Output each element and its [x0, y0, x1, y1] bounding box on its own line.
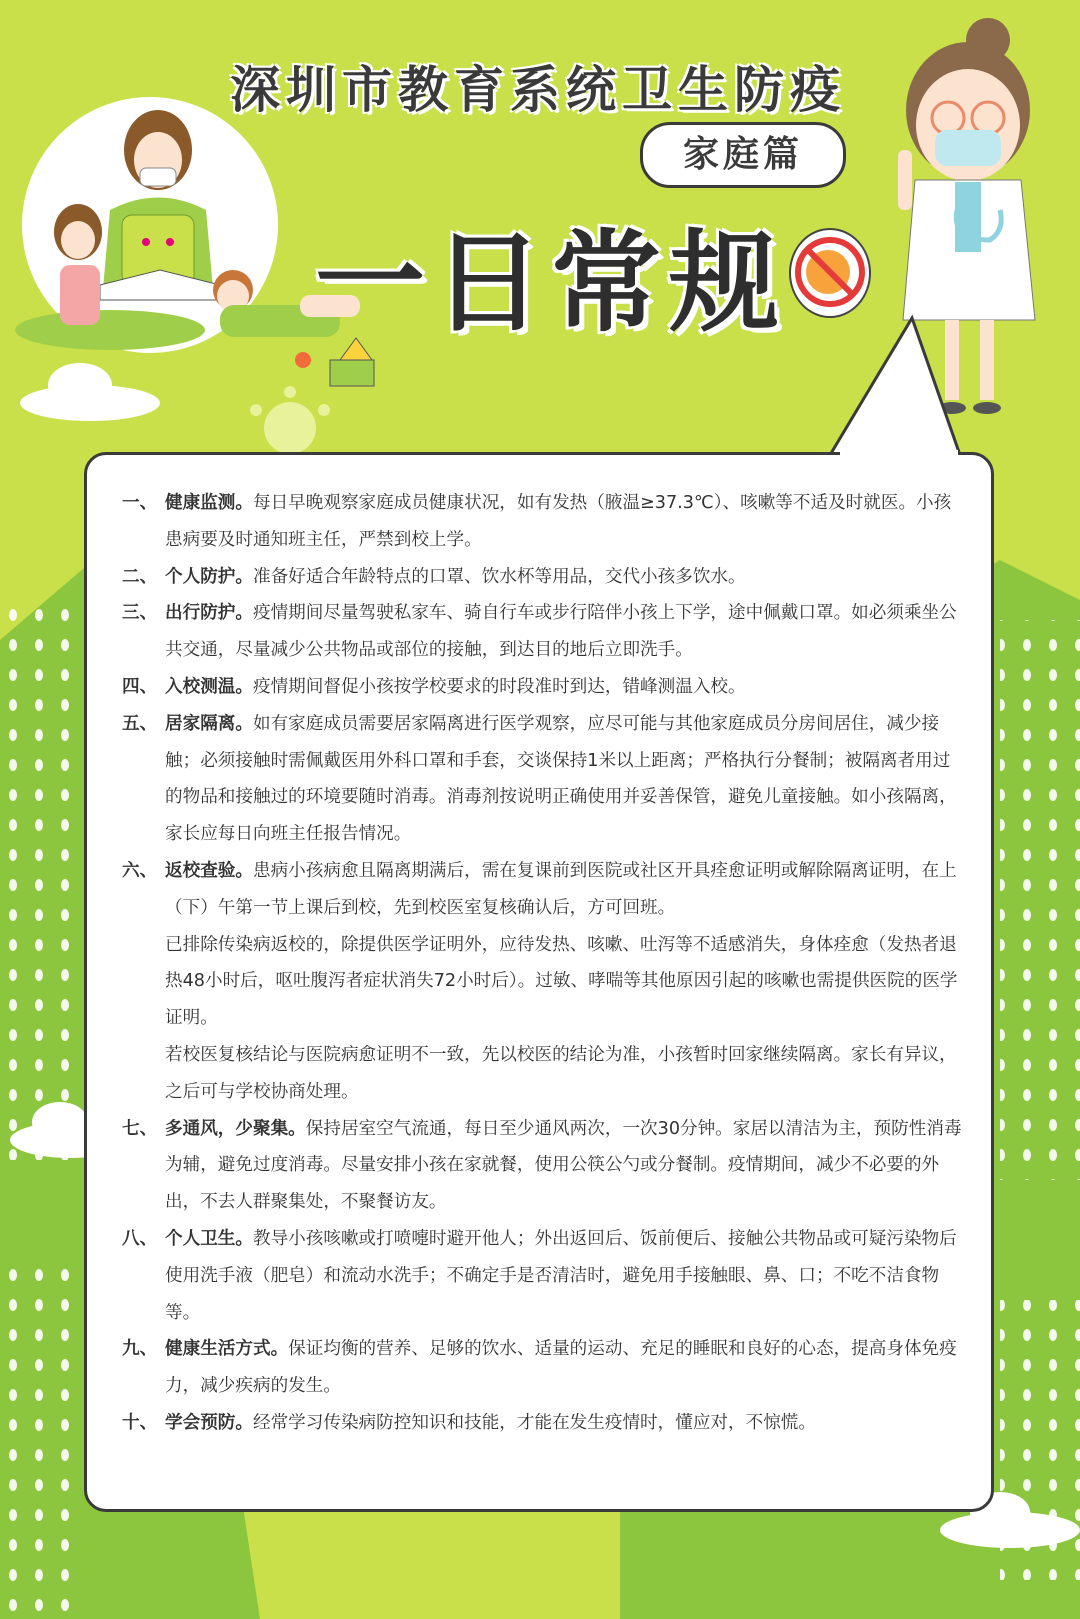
rule-heading: 居家隔离。: [165, 713, 253, 734]
rule-7: [122, 1111, 964, 1221]
rule-body: 疫情期间尽量驾驶私家车、骑自行车或步行陪伴小孩上下学，途中佩戴口罩。如必须乘坐公共交通，尽量减少公共物品或部位的接触，到达目的地后立即洗手。: [165, 603, 957, 661]
main-title: 一日常规: [315, 219, 787, 347]
rules-list: [122, 485, 964, 1442]
rule-heading: 健康监测。: [165, 493, 253, 513]
rule-heading: 返校查验。: [165, 860, 253, 881]
rule-heading: 个人卫生。: [165, 1228, 253, 1249]
rule-body: 保证均衡的营养、足够的饮水、适量的运动、充足的睡眠和良好的心态，提高身体免疫力，减少疾病的发生。: [165, 1339, 957, 1397]
rule-heading: 多通风，少聚集。: [165, 1118, 306, 1139]
rule-number: 一、: [122, 493, 158, 513]
rule-body: 患病小孩病愈且隔离期满后，需在复课前到医院或社区开具痊愈证明或解除隔离证明，在上（下）午第一节上课后到校，先到校医室复核确认后，方可回班。: [165, 860, 957, 918]
rule-4: [122, 669, 964, 706]
no-virus-icon: [790, 229, 870, 317]
rule-heading: 入校测温。: [165, 676, 253, 697]
dot-pattern-right: [1000, 620, 1080, 1180]
rule-heading: 个人防护。: [165, 566, 253, 587]
rule-heading: 出行防护。: [165, 603, 253, 624]
rule-body: 疫情期间督促小孩按学校要求的时段准时到达，错峰测温入校。: [252, 676, 746, 697]
rule-6-paragraph-2: 已排除传染病返校的，除提供医学证明外，应待发热、咳嗽、吐泻等不适感消失，身体痊愈（发热者退热48小时后，呕吐腹泻者症状消失72小时后）。过敏、哮喘等其他原因引起的咳嗽也需提供医院的医学证明。: [165, 934, 958, 1029]
rule-10: [122, 1405, 964, 1442]
rule-1: [122, 485, 964, 559]
rule-6-paragraph-3: 若校医复核结论与医院病愈证明不一致，先以校医的结论为准，小孩暂时回家继续隔离。家长有异议，之后可与学校协商处理。: [165, 1044, 957, 1102]
bubble-tail-cover: [840, 448, 970, 460]
rule-9: [122, 1331, 964, 1405]
header-title: 深圳市教育系统卫生防疫: [230, 61, 846, 119]
rule-2: [122, 559, 964, 596]
dot-pattern-left: [0, 600, 80, 1160]
rule-number: 五、: [122, 713, 158, 734]
rule-number: 七、: [122, 1118, 158, 1139]
rule-heading: 健康生活方式。: [165, 1339, 289, 1360]
rule-number: 三、: [122, 603, 158, 624]
rule-body: 教导小孩咳嗽或打喷嚏时避开他人；外出返回后、饭前便后、接触公共物品或可疑污染物后使用洗手液（肥皂）和流动水洗手；不确定手是否清洁时，避免用手接触眼、鼻、口；不吃不洁食物等。: [165, 1228, 957, 1323]
rule-6: [122, 853, 964, 927]
rule-body: 如有家庭成员需要居家隔离进行医学观察，应尽可能与其他家庭成员分房间居住，减少接触；必须接触时需佩戴医用外科口罩和手套，交谈保持1米以上距离；严格执行分餐制；被隔离者用过的物品和接触过的环境要随时消毒。消毒剂按说明正确使用并妥善保管，避免儿童接触。如小孩隔离，家长应每日向班主任报告情况。: [165, 713, 957, 845]
rule-5: [122, 706, 964, 853]
rule-number: 六、: [122, 860, 158, 881]
subtitle-badge: 家庭篇: [640, 122, 846, 188]
rule-body: 保持居室空气流通，每日至少通风两次，一次30分钟。家居以清洁为主，预防性消毒为辅，避免过度消毒。尽量安排小孩在家就餐，使用公筷公勺或分餐制。疫情期间，减少不必要的外出，不去人群聚集处，不聚餐访友。: [165, 1118, 962, 1213]
rule-8: [122, 1221, 964, 1331]
rule-number: 四、: [122, 676, 158, 697]
rule-body: 每日早晚观察家庭成员健康状况，如有发热（腋温≥37.3℃）、咳嗽等不适及时就医。小孩患病要及时通知班主任，严禁到校上学。: [165, 493, 952, 550]
rule-body: 准备好适合年龄特点的口罩、饮水杯等用品，交代小孩多饮水。: [252, 566, 746, 587]
rule-number: 二、: [122, 566, 158, 587]
rule-number: 十、: [122, 1412, 158, 1433]
rule-number: 九、: [122, 1339, 158, 1360]
rule-number: 八、: [122, 1228, 158, 1249]
rule-heading: 学会预防。: [165, 1412, 253, 1433]
rule-body: 经常学习传染病防控知识和技能，才能在发生疫情时，懂应对，不惊慌。: [252, 1412, 816, 1433]
rule-3: [122, 595, 964, 669]
